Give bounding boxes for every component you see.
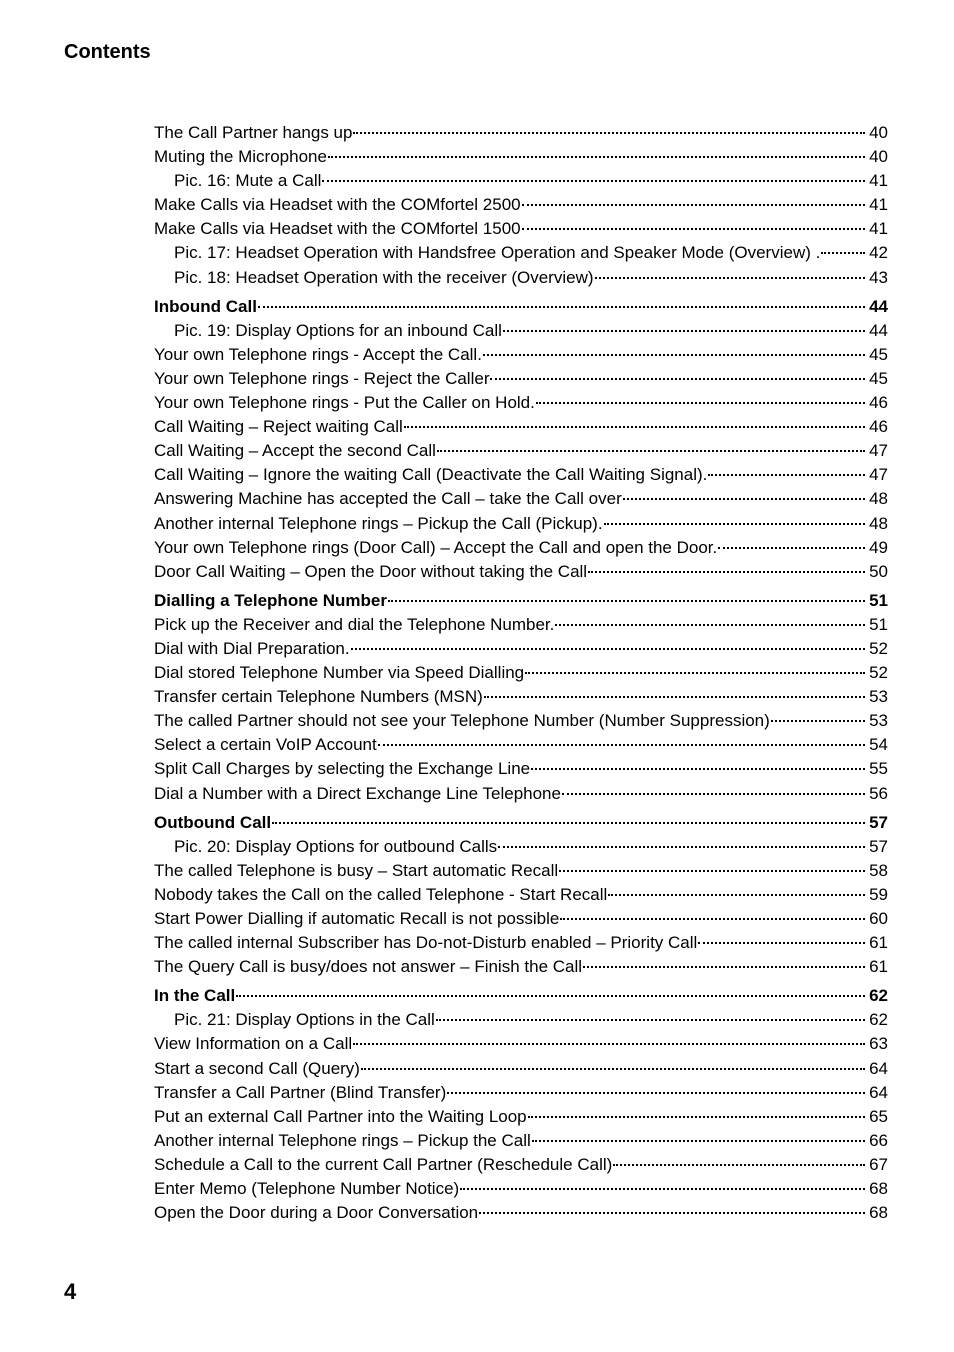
toc-entry-page: 61 — [869, 957, 888, 977]
toc-entry-title: Start a second Call (Query) — [154, 1058, 360, 1078]
toc-entry-title: Your own Telephone rings - Put the Caller on Hold. — [154, 393, 535, 413]
toc-entry[interactable] — [154, 1081, 888, 1105]
dot-leader — [236, 994, 865, 997]
toc-entry[interactable] — [154, 145, 888, 169]
dot-leader — [328, 155, 865, 158]
dot-leader — [353, 1042, 865, 1045]
dot-leader — [378, 743, 865, 746]
dot-leader — [479, 1211, 865, 1214]
toc-entry-page: 45 — [869, 344, 888, 364]
toc-entry-page: 58 — [869, 860, 888, 880]
dot-leader — [528, 1115, 865, 1118]
toc-entry-page: 46 — [869, 393, 888, 413]
dot-leader — [525, 671, 865, 674]
toc-entry-title: Pic. 16: Mute a Call — [174, 171, 322, 191]
dot-leader — [623, 497, 865, 500]
toc-entry[interactable] — [154, 560, 888, 584]
toc-entry-page: 54 — [869, 735, 888, 755]
dot-leader — [436, 1018, 865, 1021]
toc-entry-page: 51 — [869, 614, 888, 634]
toc-entry-title: Nobody takes the Call on the called Telephone - Start Recall — [154, 884, 608, 904]
toc-entry-title: Door Call Waiting – Open the Door without taking the Call — [154, 561, 588, 581]
toc-entry-page: 53 — [869, 687, 888, 707]
toc-figure-entry[interactable] — [154, 266, 888, 290]
toc-entry-title: Pic. 20: Display Options for outbound Calls — [174, 836, 498, 856]
toc-entry-page: 42 — [869, 243, 888, 263]
toc-entry-page: 47 — [869, 441, 888, 461]
toc-entry-page: 46 — [869, 417, 888, 437]
dot-leader — [522, 203, 865, 206]
toc-entry[interactable] — [154, 1105, 888, 1129]
toc-entry[interactable] — [154, 121, 888, 145]
dot-leader — [437, 449, 865, 452]
toc-entry-page: 62 — [869, 1010, 888, 1030]
toc-entry-title: Enter Memo (Telephone Number Notice) — [154, 1179, 460, 1199]
dot-leader — [588, 570, 865, 573]
toc-entry[interactable] — [154, 613, 888, 637]
dot-leader — [771, 719, 865, 722]
toc-entry[interactable] — [154, 1057, 888, 1081]
toc-entry[interactable] — [154, 1201, 888, 1225]
toc-figure-entry[interactable] — [154, 319, 888, 343]
toc-entry[interactable] — [154, 907, 888, 931]
toc-entry[interactable] — [154, 883, 888, 907]
toc-entry-page: 41 — [869, 171, 888, 191]
toc-entry-title: Answering Machine has accepted the Call – take the Call over — [154, 489, 622, 509]
toc-entry-title: Transfer certain Telephone Numbers (MSN) — [154, 687, 483, 707]
toc-entry-title: Call Waiting – Reject waiting Call — [154, 417, 403, 437]
dot-leader — [595, 276, 865, 279]
toc-entry[interactable] — [154, 463, 888, 487]
toc-entry-page: 57 — [869, 812, 888, 832]
toc-figure-entry[interactable] — [154, 835, 888, 859]
dot-leader — [718, 546, 865, 549]
toc-entry-title: Your own Telephone rings - Accept the Call. — [154, 344, 482, 364]
dot-leader — [404, 425, 865, 428]
toc-entry-title: Another internal Telephone rings – Pickup the Call (Pickup). — [154, 513, 603, 533]
toc-entry-page: 41 — [869, 219, 888, 239]
toc-entry-title: Muting the Microphone — [154, 147, 327, 167]
toc-entry[interactable] — [154, 1153, 888, 1177]
toc-entry-title: Dialling a Telephone Number — [154, 590, 387, 610]
dot-leader — [560, 917, 865, 920]
toc-entry-title: Pic. 17: Headset Operation with Handsfree Operation and Speaker Mode (Overview) . — [174, 243, 821, 263]
toc-section-heading[interactable] — [154, 589, 888, 613]
table-of-contents — [154, 121, 888, 1225]
dot-leader — [536, 401, 865, 404]
toc-entry-title: Pic. 19: Display Options for an inbound Call — [174, 320, 502, 340]
toc-entry-page: 48 — [869, 489, 888, 509]
toc-entry-title: Start Power Dialling if automatic Recall is not possible — [154, 909, 560, 928]
toc-entry[interactable] — [154, 782, 888, 806]
toc-entry-page: 45 — [869, 368, 888, 388]
toc-entry-title: Put an external Call Partner into the Waiting Loop — [154, 1106, 527, 1126]
dot-leader — [613, 1163, 865, 1166]
toc-entry-title: Make Calls via Headset with the COMfortel 1500 — [154, 219, 521, 239]
toc-entry[interactable] — [154, 1129, 888, 1153]
toc-entry-title: Dial stored Telephone Number via Speed Dialling — [154, 663, 525, 683]
dot-leader — [522, 227, 865, 230]
toc-entry-page: 51 — [869, 590, 888, 610]
toc-entry-page: 49 — [869, 537, 888, 557]
toc-entry-title: Split Call Charges by selecting the Exchange Line — [154, 759, 531, 779]
toc-entry[interactable] — [154, 1032, 888, 1056]
dot-leader — [559, 869, 865, 872]
dot-leader — [698, 941, 865, 944]
toc-entry[interactable] — [154, 931, 888, 955]
toc-entry-page: 50 — [869, 561, 888, 581]
toc-entry[interactable] — [154, 757, 888, 781]
toc-figure-entry[interactable] — [154, 241, 888, 265]
dot-leader — [608, 893, 865, 896]
dot-leader — [555, 623, 865, 626]
dot-leader — [604, 522, 865, 525]
toc-section-heading[interactable] — [154, 811, 888, 835]
toc-figure-entry[interactable] — [154, 1008, 888, 1032]
toc-entry-page: 66 — [869, 1130, 888, 1150]
toc-entry[interactable] — [154, 733, 888, 757]
toc-entry[interactable] — [154, 391, 888, 415]
toc-entry[interactable] — [154, 536, 888, 560]
toc-entry-page: 56 — [869, 783, 888, 803]
toc-entry-page: 44 — [869, 296, 888, 316]
dot-leader — [322, 179, 865, 182]
toc-entry-title: Dial a Number with a Direct Exchange Line Telephone — [154, 783, 561, 803]
toc-entry-title: The Call Partner hangs up — [154, 123, 353, 142]
toc-entry-page: 62 — [869, 986, 888, 1006]
toc-entry[interactable] — [154, 661, 888, 685]
toc-entry-title: Pick up the Receiver and dial the Telephone Number. — [154, 614, 555, 634]
toc-entry-page: 61 — [869, 933, 888, 953]
toc-entry-title: Your own Telephone rings - Reject the Caller — [154, 368, 490, 388]
toc-entry[interactable] — [154, 955, 888, 979]
toc-entry-page: 40 — [869, 123, 888, 142]
dot-leader — [708, 473, 865, 476]
toc-entry-page: 65 — [869, 1106, 888, 1126]
toc-figure-entry[interactable] — [154, 169, 888, 193]
toc-entry[interactable] — [154, 343, 888, 367]
dot-leader — [490, 377, 865, 380]
toc-entry-page: 68 — [869, 1203, 888, 1223]
dot-leader — [447, 1091, 865, 1094]
toc-entry[interactable] — [154, 512, 888, 536]
dot-leader — [460, 1187, 865, 1190]
toc-entry-page: 43 — [869, 267, 888, 287]
dot-leader — [361, 1067, 865, 1070]
toc-entry-title: The Query Call is busy/does not answer – Finish the Call — [154, 957, 583, 977]
toc-entry-title: View Information on a Call — [154, 1034, 353, 1054]
dot-leader — [388, 599, 865, 602]
page-number: 4 — [64, 1279, 77, 1304]
toc-entry-page: 48 — [869, 513, 888, 533]
toc-entry-title: The called Telephone is busy – Start automatic Recall — [154, 860, 559, 880]
toc-entry-page: 67 — [869, 1154, 888, 1174]
toc-entry-title: Make Calls via Headset with the COMfortel 2500 — [154, 195, 521, 215]
toc-entry-page: 59 — [869, 884, 888, 904]
dot-leader — [532, 1139, 865, 1142]
toc-entry-title: Open the Door during a Door Conversation — [154, 1203, 479, 1223]
toc-entry-title: Schedule a Call to the current Call Partner (Reschedule Call) — [154, 1154, 613, 1174]
dot-leader — [351, 647, 865, 650]
toc-entry-title: Select a certain VoIP Account — [154, 735, 377, 755]
toc-entry[interactable] — [154, 709, 888, 733]
toc-entry-title: In the Call — [154, 986, 236, 1006]
dot-leader — [503, 329, 865, 332]
toc-entry-title: Dial with Dial Preparation. — [154, 638, 350, 658]
toc-entry-page: 55 — [869, 759, 888, 779]
toc-entry[interactable] — [154, 217, 888, 241]
dot-leader — [821, 251, 865, 254]
toc-entry-title: Outbound Call — [154, 812, 272, 832]
toc-entry-title: Call Waiting – Accept the second Call — [154, 441, 436, 461]
dot-leader — [498, 845, 865, 848]
dot-leader — [531, 767, 865, 770]
toc-entry-page: 52 — [869, 663, 888, 683]
toc-entry-title: The called Partner should not see your Telephone Number (Number Suppression) — [154, 711, 770, 731]
toc-entry[interactable] — [154, 685, 888, 709]
toc-entry-title: Inbound Call — [154, 296, 257, 316]
toc-entry-page: 47 — [869, 465, 888, 485]
dot-leader — [483, 353, 865, 356]
dot-leader — [258, 305, 865, 308]
toc-entry-page: 44 — [869, 320, 888, 340]
toc-entry-page: 60 — [869, 909, 888, 928]
dot-leader — [272, 821, 865, 824]
toc-entry-title: Call Waiting – Ignore the waiting Call (Deactivate the Call Waiting Signal). — [154, 465, 708, 485]
dot-leader — [583, 965, 865, 968]
dot-leader — [353, 131, 865, 134]
toc-section-heading[interactable] — [154, 984, 888, 1008]
toc-entry-page: 64 — [869, 1082, 888, 1102]
toc-entry-page: 41 — [869, 195, 888, 215]
toc-entry-title: The called internal Subscriber has Do-not-Disturb enabled – Priority Call — [154, 933, 698, 953]
toc-entry[interactable] — [154, 1177, 888, 1201]
toc-entry[interactable] — [154, 367, 888, 391]
toc-entry-page: 52 — [869, 638, 888, 658]
toc-entry-page: 53 — [869, 711, 888, 731]
toc-entry-page: 64 — [869, 1058, 888, 1078]
toc-entry-title: Pic. 21: Display Options in the Call — [174, 1010, 435, 1030]
toc-entry[interactable] — [154, 415, 888, 439]
toc-entry-page: 68 — [869, 1179, 888, 1199]
toc-entry-page: 63 — [869, 1034, 888, 1054]
toc-entry-title: Your own Telephone rings (Door Call) – Accept the Call and open the Door. — [154, 537, 718, 557]
toc-entry-title: Another internal Telephone rings – Pickup the Call — [154, 1130, 531, 1150]
toc-entry[interactable] — [154, 637, 888, 661]
dot-leader — [484, 695, 865, 698]
toc-entry-page: 57 — [869, 836, 888, 856]
dot-leader — [562, 792, 865, 795]
toc-entry[interactable] — [154, 859, 888, 883]
toc-entry-title: Pic. 18: Headset Operation with the receiver (Overview) — [174, 267, 594, 287]
page-title: Contents — [64, 41, 151, 63]
toc-entry[interactable] — [154, 439, 888, 463]
toc-entry[interactable] — [154, 487, 888, 511]
toc-entry[interactable] — [154, 193, 888, 217]
toc-entry-title: Transfer a Call Partner (Blind Transfer) — [154, 1082, 447, 1102]
toc-entry-page: 40 — [869, 147, 888, 167]
toc-section-heading[interactable] — [154, 295, 888, 319]
